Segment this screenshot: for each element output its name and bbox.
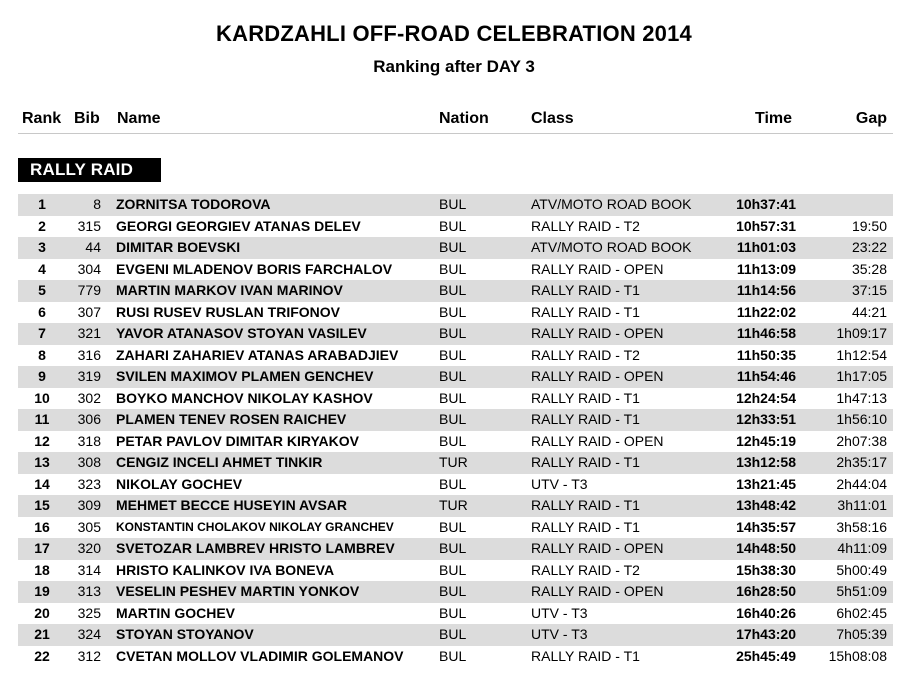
name-cell: DIMITAR BOEVSKI: [116, 239, 241, 255]
class-cell: RALLY RAID - T1: [531, 282, 640, 298]
nation-cell: BUL: [439, 368, 467, 384]
table-row: [18, 280, 893, 302]
time-cell: 15h38:30: [736, 561, 796, 578]
gap-cell: 19:50: [851, 217, 887, 234]
rank-cell: 6: [38, 303, 46, 320]
time-cell: 12h24:54: [736, 389, 796, 406]
name-cell: YAVOR ATANASOV STOYAN VASILEV: [116, 325, 367, 341]
bib-cell: 779: [77, 282, 101, 298]
name-cell: SVETOZAR LAMBREV HRISTO LAMBREV: [116, 540, 395, 556]
nation-cell: BUL: [439, 540, 467, 556]
class-cell: UTV - T3: [531, 604, 588, 621]
time-cell: 11h50:35: [736, 346, 796, 363]
name-cell: MARTIN MARKOV IVAN MARINOV: [116, 282, 343, 298]
rank-cell: 20: [34, 604, 50, 621]
column-header-rank: Rank: [22, 110, 62, 127]
header-divider: [18, 133, 893, 134]
results-table: [18, 194, 893, 667]
table-row: [18, 345, 893, 367]
table-row: [18, 646, 893, 668]
class-cell: RALLY RAID - T2: [531, 346, 640, 363]
class-cell: RALLY RAID - T1: [531, 303, 640, 320]
rank-cell: 4: [38, 260, 46, 277]
time-cell: 13h12:58: [736, 454, 796, 470]
bib-cell: 306: [77, 411, 101, 427]
class-cell: UTV - T3: [531, 475, 588, 492]
class-cell: RALLY RAID - T2: [531, 217, 640, 234]
gap-cell: 5h51:09: [836, 583, 887, 599]
gap-cell: 2h35:17: [836, 454, 887, 470]
gap-cell: 2h07:38: [836, 432, 887, 449]
rank-cell: 10: [34, 389, 50, 406]
bib-cell: 321: [77, 325, 101, 341]
table-row: [18, 581, 893, 603]
class-cell: RALLY RAID - OPEN: [531, 325, 664, 341]
table-row: [18, 302, 893, 324]
gap-cell: 37:15: [851, 282, 887, 298]
rank-cell: 3: [38, 239, 46, 255]
time-cell: 16h28:50: [736, 583, 796, 599]
class-cell: UTV - T3: [531, 626, 588, 642]
class-cell: RALLY RAID - OPEN: [531, 260, 664, 277]
class-cell: RALLY RAID - T1: [531, 518, 640, 535]
bib-cell: 318: [77, 432, 101, 449]
column-header-time: Time: [755, 110, 793, 127]
nation-cell: BUL: [439, 239, 467, 255]
bib-cell: 319: [77, 368, 101, 384]
name-cell: HRISTO KALINKOV IVA BONEVA: [116, 561, 335, 578]
column-header-gap: Gap: [855, 110, 887, 127]
class-cell: RALLY RAID - T1: [531, 411, 640, 427]
class-cell: RALLY RAID - T1: [531, 497, 640, 513]
time-cell: 11h54:46: [736, 368, 796, 384]
rank-cell: 12: [34, 432, 50, 449]
bib-cell: 315: [77, 217, 101, 234]
bib-cell: 316: [77, 346, 101, 363]
nation-cell: BUL: [439, 647, 467, 664]
rank-cell: 18: [34, 561, 50, 578]
bib-cell: 304: [77, 260, 101, 277]
rank-cell: 8: [38, 346, 46, 363]
name-cell: PETAR PAVLOV DIMITAR KIRYAKOV: [116, 432, 359, 449]
time-cell: 10h57:31: [736, 217, 796, 234]
time-cell: 11h01:03: [736, 239, 796, 255]
class-cell: RALLY RAID - OPEN: [531, 368, 664, 384]
bib-cell: 312: [77, 647, 101, 664]
nation-cell: BUL: [439, 217, 467, 234]
table-row: [18, 474, 893, 496]
bib-cell: 305: [77, 518, 101, 535]
column-header-nation: Nation: [439, 110, 489, 127]
nation-cell: BUL: [439, 196, 467, 212]
nation-cell: BUL: [439, 604, 467, 621]
name-cell: EVGENI MLADENOV BORIS FARCHALOV: [116, 260, 393, 277]
nation-cell: BUL: [439, 411, 467, 427]
class-cell: RALLY RAID - T1: [531, 389, 640, 406]
gap-cell: 2h44:04: [836, 475, 887, 492]
name-cell: GEORGI GEORGIEV ATANAS DELEV: [116, 217, 361, 234]
gap-cell: 44:21: [851, 303, 887, 320]
bib-cell: 309: [77, 497, 101, 513]
column-header-class: Class: [531, 110, 574, 127]
time-cell: 12h33:51: [736, 411, 796, 427]
name-cell: NIKOLAY GOCHEV: [116, 475, 243, 492]
class-cell: RALLY RAID - T1: [531, 647, 640, 664]
section-label: RALLY RAID: [18, 158, 161, 182]
rank-cell: 13: [34, 454, 50, 470]
page-subtitle: Ranking after DAY 3: [373, 57, 535, 76]
table-row: [18, 560, 893, 582]
class-cell: RALLY RAID - OPEN: [531, 583, 664, 599]
table-row: [18, 409, 893, 431]
name-cell: MARTIN GOCHEV: [116, 604, 235, 621]
rank-cell: 1: [38, 196, 46, 212]
nation-cell: BUL: [439, 626, 467, 642]
class-cell: ATV/MOTO ROAD BOOK: [531, 239, 692, 255]
name-cell: CENGIZ INCELI AHMET TINKIR: [116, 454, 323, 470]
nation-cell: BUL: [439, 282, 467, 298]
time-cell: 14h35:57: [736, 518, 796, 535]
table-row: [18, 431, 893, 453]
nation-cell: BUL: [439, 475, 467, 492]
page-title: KARDZAHLI OFF-ROAD CELEBRATION 2014: [216, 21, 692, 46]
rank-cell: 22: [34, 647, 50, 664]
time-cell: 13h48:42: [736, 497, 796, 513]
bib-cell: 302: [77, 389, 101, 406]
gap-cell: 1h17:05: [836, 368, 887, 384]
table-row: [18, 366, 893, 388]
column-header-bib: Bib: [74, 110, 100, 127]
name-cell: CVETAN MOLLOV VLADIMIR GOLEMANOV: [116, 647, 404, 664]
gap-cell: 4h11:09: [837, 540, 887, 556]
table-row: [18, 624, 893, 646]
name-cell: RUSI RUSEV RUSLAN TRIFONOV: [116, 303, 341, 320]
name-cell: SVILEN MAXIMOV PLAMEN GENCHEV: [116, 368, 374, 384]
nation-cell: BUL: [439, 346, 467, 363]
gap-cell: 1h09:17: [836, 325, 887, 341]
nation-cell: TUR: [439, 497, 468, 513]
table-row: [18, 237, 893, 259]
name-cell: MEHMET BECCE HUSEYIN AVSAR: [116, 497, 348, 513]
gap-cell: 3h58:16: [836, 518, 887, 535]
gap-cell: 6h02:45: [836, 604, 887, 621]
nation-cell: BUL: [439, 518, 467, 535]
rank-cell: 16: [34, 518, 50, 535]
name-cell: KONSTANTIN CHOLAKOV NIKOLAY GRANCHEV: [116, 519, 394, 534]
rank-cell: 7: [38, 325, 46, 341]
gap-cell: 7h05:39: [836, 626, 887, 642]
time-cell: 13h21:45: [736, 475, 796, 492]
time-cell: 16h40:26: [736, 604, 796, 621]
class-cell: RALLY RAID - T1: [531, 454, 640, 470]
time-cell: 17h43:20: [736, 626, 796, 642]
gap-cell: 15h08:08: [828, 647, 887, 664]
rank-cell: 2: [38, 217, 46, 234]
time-cell: 11h13:09: [736, 260, 796, 277]
gap-cell: 35:28: [851, 260, 887, 277]
class-cell: ATV/MOTO ROAD BOOK: [531, 196, 692, 212]
nation-cell: BUL: [439, 583, 467, 599]
class-cell: RALLY RAID - OPEN: [531, 540, 664, 556]
bib-cell: 313: [77, 583, 101, 599]
gap-cell: 1h12:54: [836, 346, 887, 363]
time-cell: 14h48:50: [736, 540, 796, 556]
table-row: [18, 323, 893, 345]
rank-cell: 9: [38, 368, 46, 384]
bib-cell: 307: [77, 303, 101, 320]
bib-cell: 8: [93, 196, 101, 212]
bib-cell: 320: [77, 540, 101, 556]
bib-cell: 308: [77, 454, 101, 470]
name-cell: BOYKO MANCHOV NIKOLAY KASHOV: [116, 389, 373, 406]
table-row: [18, 517, 893, 539]
table-row: [18, 495, 893, 517]
name-cell: ZAHARI ZAHARIEV ATANAS ARABADJIEV: [116, 346, 399, 363]
name-cell: PLAMEN TENEV ROSEN RAICHEV: [116, 411, 347, 427]
rank-cell: 11: [34, 411, 50, 427]
gap-cell: 23:22: [851, 239, 887, 255]
name-cell: STOYAN STOYANOV: [116, 626, 254, 642]
bib-cell: 323: [77, 475, 101, 492]
rank-cell: 5: [38, 282, 46, 298]
class-cell: RALLY RAID - OPEN: [531, 432, 664, 449]
nation-cell: BUL: [439, 389, 467, 406]
name-cell: VESELIN PESHEV MARTIN YONKOV: [116, 583, 360, 599]
time-cell: 12h45:19: [736, 432, 796, 449]
table-header: [18, 110, 893, 132]
gap-cell: 3h11:01: [837, 497, 887, 513]
time-cell: 25h45:49: [736, 647, 796, 664]
gap-cell: 1h47:13: [836, 389, 887, 406]
nation-cell: BUL: [439, 432, 467, 449]
table-row: [18, 452, 893, 474]
class-cell: RALLY RAID - T2: [531, 561, 640, 578]
rank-cell: 14: [34, 475, 50, 492]
bib-cell: 314: [77, 561, 101, 578]
time-cell: 10h37:41: [736, 196, 796, 212]
nation-cell: TUR: [439, 454, 468, 470]
table-row: [18, 388, 893, 410]
time-cell: 11h46:58: [736, 325, 796, 341]
time-cell: 11h22:02: [736, 303, 796, 320]
column-header-name: Name: [117, 110, 161, 127]
table-row: [18, 216, 893, 238]
gap-cell: 5h00:49: [836, 561, 887, 578]
time-cell: 11h14:56: [736, 282, 796, 298]
bib-cell: 324: [77, 626, 101, 642]
table-row: [18, 603, 893, 625]
rank-cell: 17: [34, 540, 50, 556]
rank-cell: 15: [34, 497, 50, 513]
rank-cell: 19: [34, 583, 50, 599]
nation-cell: BUL: [439, 325, 467, 341]
bib-cell: 44: [85, 239, 101, 255]
table-row: [18, 538, 893, 560]
nation-cell: BUL: [439, 561, 467, 578]
table-row: [18, 259, 893, 281]
nation-cell: BUL: [439, 303, 467, 320]
name-cell: ZORNITSA TODOROVA: [116, 196, 271, 212]
bib-cell: 325: [77, 604, 101, 621]
table-row: [18, 194, 893, 216]
gap-cell: 1h56:10: [836, 411, 887, 427]
rank-cell: 21: [34, 626, 50, 642]
nation-cell: BUL: [439, 260, 467, 277]
